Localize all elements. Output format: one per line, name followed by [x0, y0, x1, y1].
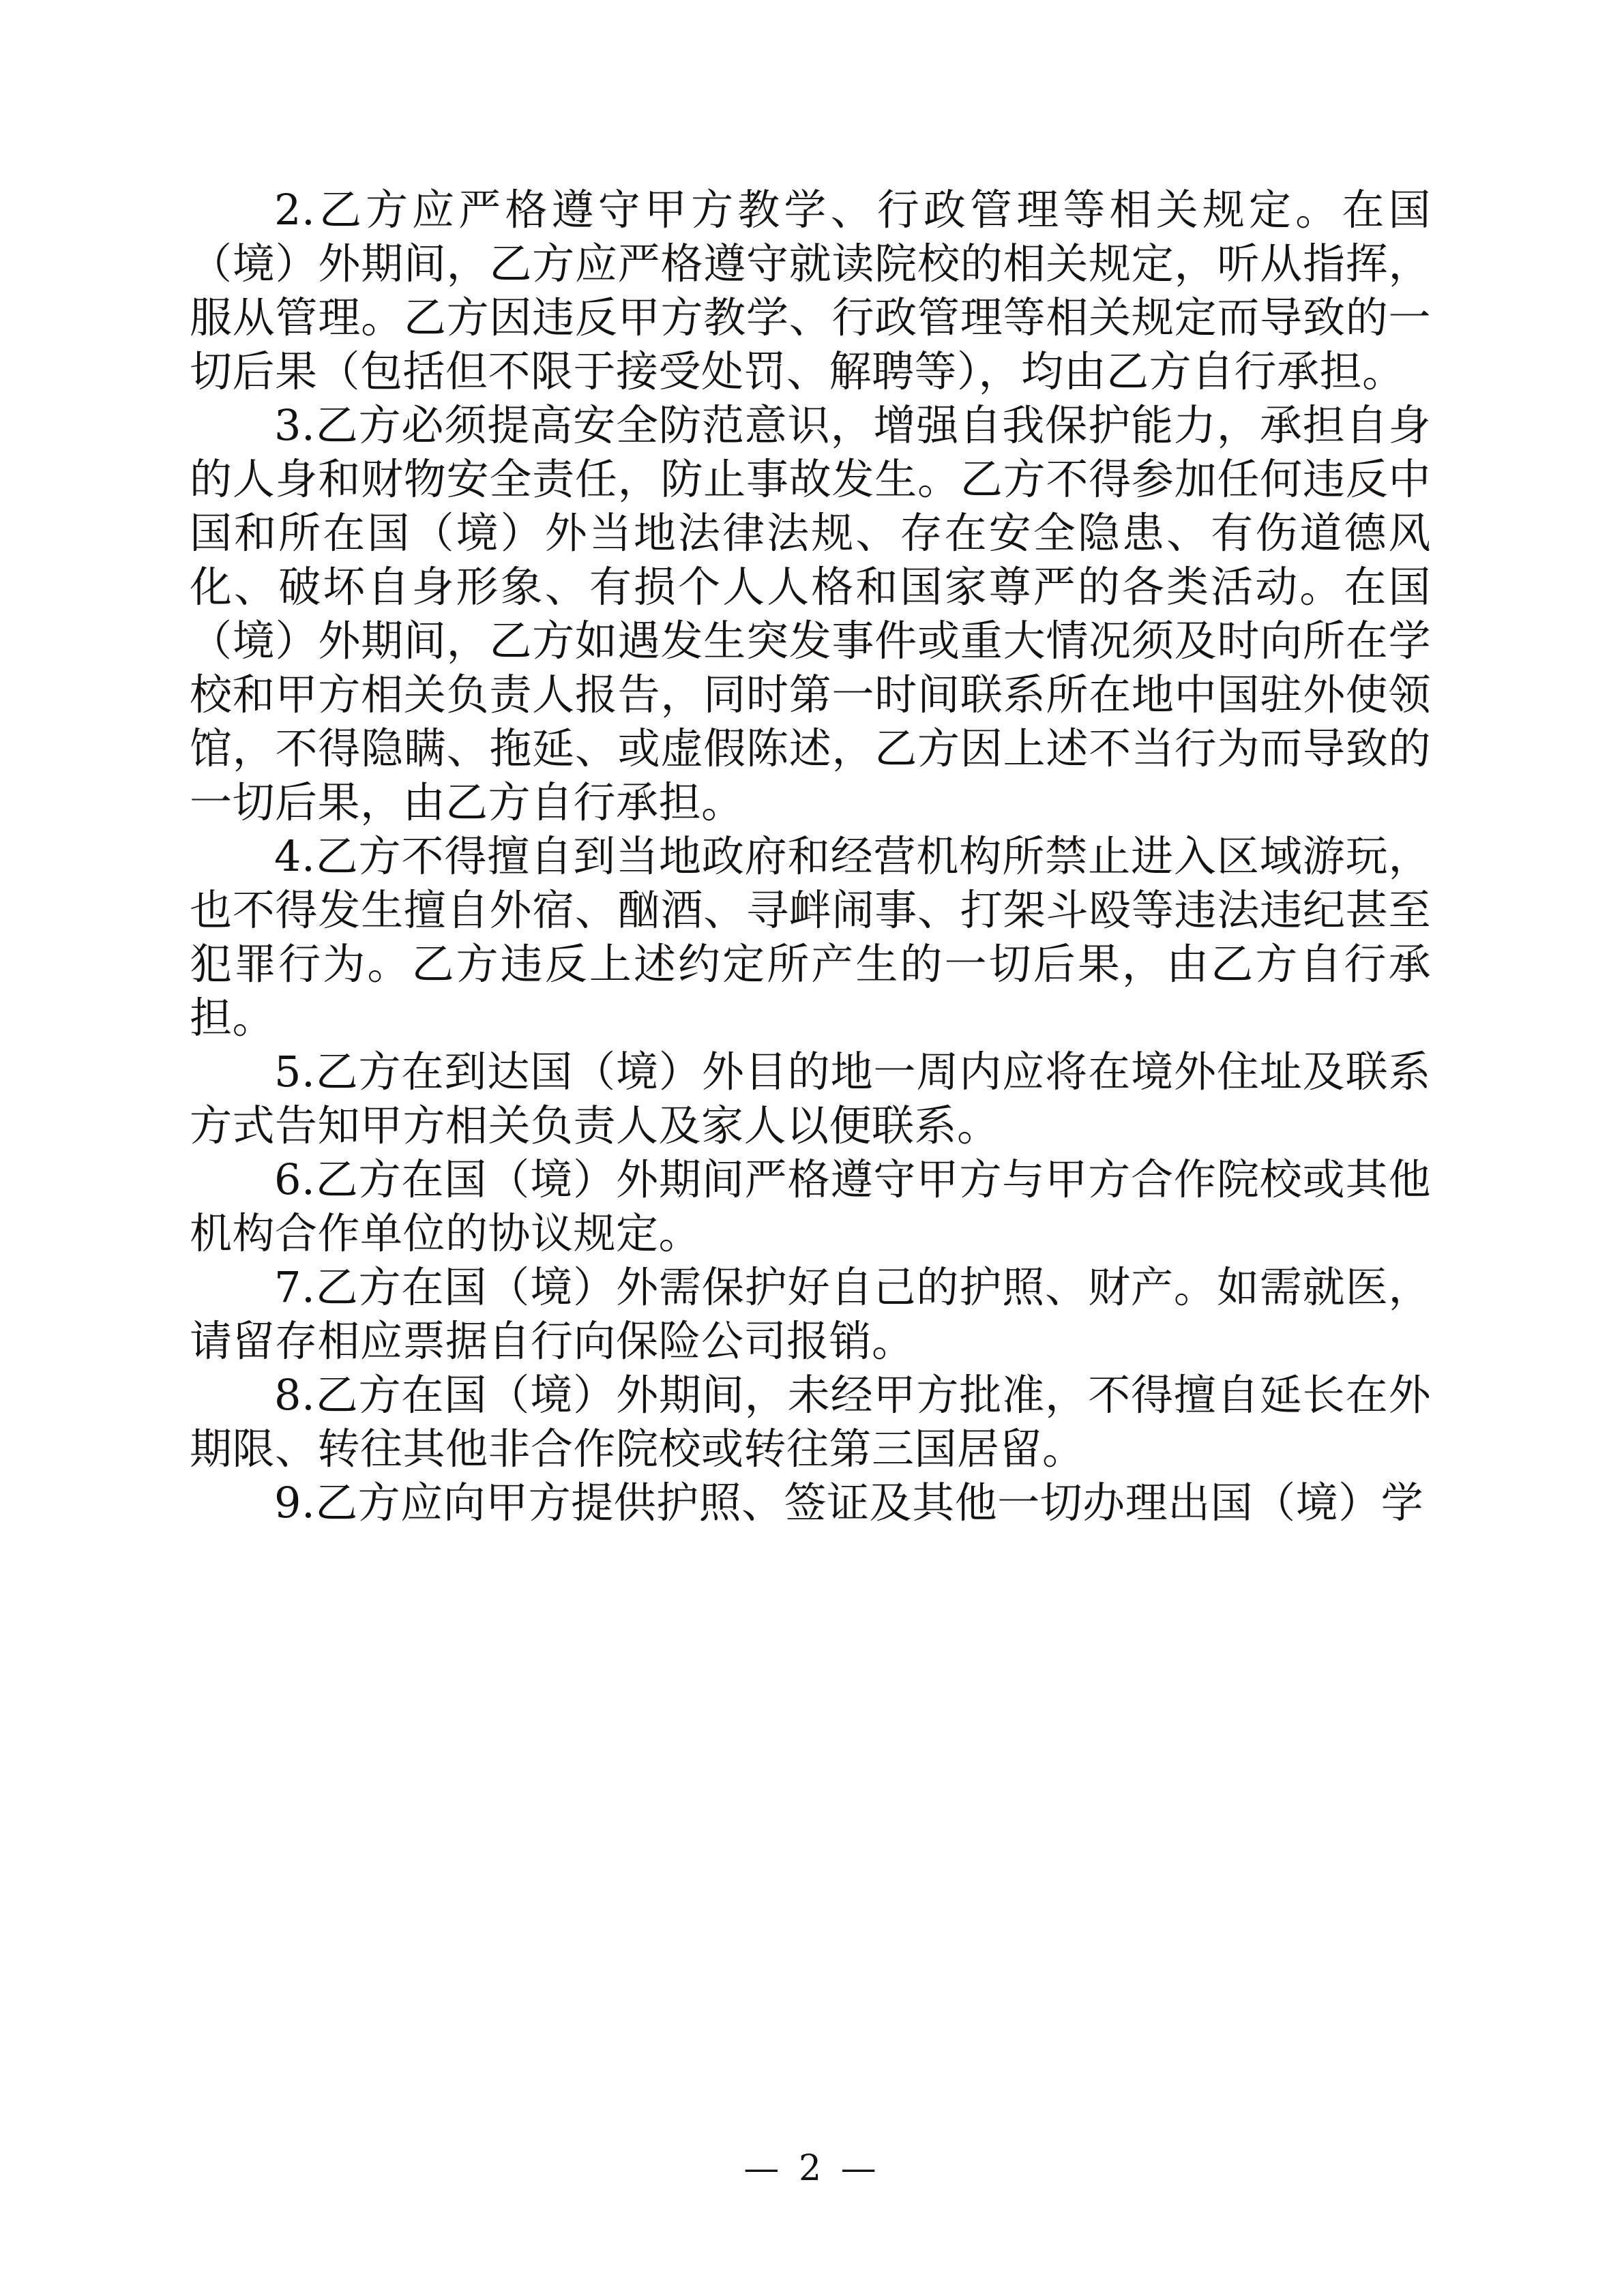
clause-paragraph-6: 6.乙方在国（境）外期间严格遵守甲方与甲方合作院校或其他机构合作单位的协议规定。	[190, 1154, 1431, 1258]
clause-paragraph-5: 5.乙方在到达国（境）外目的地一周内应将在境外住址及联系方式告知甲方相关负责人及家人以便联系。	[190, 1047, 1431, 1150]
page-number: — 2 —	[743, 2148, 881, 2189]
clause-paragraph-8: 8.乙方在国（境）外期间，未经甲方批准，不得擅自延长在外期限、转往其他非合作院校或转往第三国居留。	[190, 1370, 1431, 1474]
clause-paragraph-2: 2.乙方应严格遵守甲方教学、行政管理等相关规定。在国（境）外期间，乙方应严格遵守就读院校的相关规定，听从指挥，服从管理。乙方因违反甲方教学、行政管理等相关规定而导致的一切后果（包括但不限于接受处罚、解聘等），均由乙方自行承担。	[190, 185, 1431, 396]
clause-paragraph-7: 7.乙方在国（境）外需保护好自己的护照、财产。如需就医，请留存相应票据自行向保险公司报销。	[190, 1262, 1431, 1366]
clause-paragraph-4: 4.乙方不得擅自到当地政府和经营机构所禁止进入区域游玩，也不得发生擅自外宿、酗酒、寻衅闹事、打架斗殴等违法违纪甚至犯罪行为。乙方违反上述约定所产生的一切后果，由乙方自行承担。	[190, 831, 1431, 1043]
page-footer	[0, 2148, 1624, 2189]
clause-paragraph-9: 9.乙方应向甲方提供护照、签证及其他一切办理出国（境）学	[274, 1478, 1424, 1527]
clause-paragraph-3: 3.乙方必须提高安全防范意识，增强自我保护能力，承担自身的人身和财物安全责任，防止事故发生。乙方不得参加任何违反中国和所在国（境）外当地法律法规、存在安全隐患、有伤道德风化、破坏自身形象、有损个人人格和国家尊严的各类活动。在国（境）外期间，乙方如遇发生突发事件或重大情况须及时向所在学校和甲方相关负责人报告，同时第一时间联系所在地中国驻外使领馆，不得隐瞒、拖延、或虚假陈述，乙方因上述不当行为而导致的一切后果，由乙方自行承担。	[190, 400, 1431, 827]
document-body	[190, 183, 1431, 1530]
